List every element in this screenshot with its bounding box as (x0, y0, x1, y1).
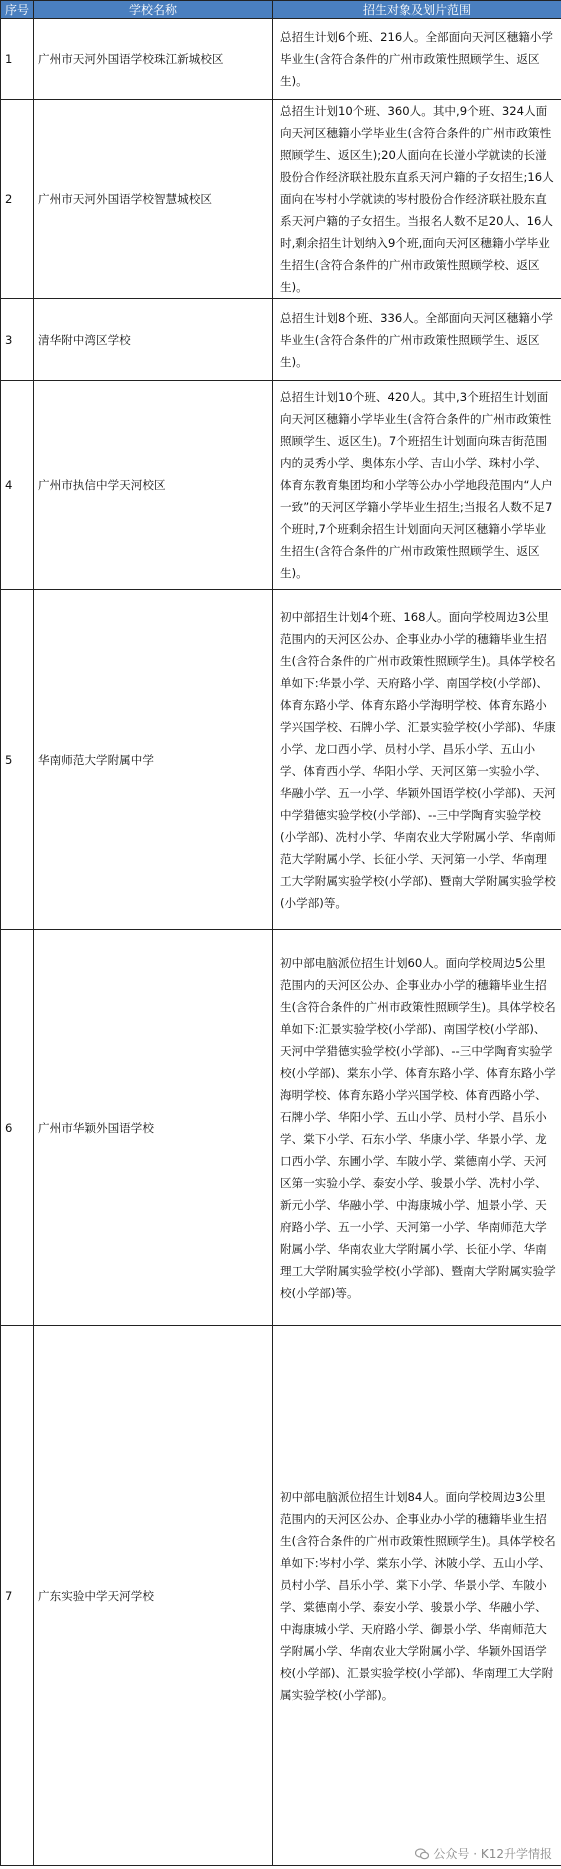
school-name: 广州市天河外国语学校智慧城校区 (34, 100, 273, 299)
wechat-icon (415, 1848, 429, 1860)
watermark-text: 公众号 · K12升学情报 (433, 1847, 552, 1861)
header-school: 学校名称 (34, 1, 273, 19)
table-row (1, 19, 561, 100)
table-row (1, 930, 561, 1326)
enrollment-scope: 总招生计划6个班、216人。全部面向天河区穗籍小学毕业生(含符合条件的广州市政策性照顾学生、返区生)。 (273, 19, 561, 100)
school-name: 广州市天河外国语学校珠江新城校区 (34, 19, 273, 100)
school-name: 广州市华颖外国语学校 (34, 930, 273, 1326)
row-index: 3 (1, 299, 34, 381)
table-row (1, 299, 561, 381)
enrollment-scope: 总招生计划10个班、360人。其中,9个班、324人面向天河区穗籍小学毕业生(含符合条件的广州市政策性照顾学生、返区生);20人面向在长湴小学就读的长湴股份合作经济联社股东直系天河户籍的子女招生;16人面向在岑村小学就读的岑村股份合作经济联社股东直系天河户籍的子女招生。当报名人数不足20人、16人时,剩余招生计划纳入9个班,面向天河区穗籍小学毕业生招生(含符合条件的广州市政策性照顾学校、返区生)。 (273, 100, 561, 299)
row-index: 7 (1, 1326, 34, 1866)
table-row (1, 381, 561, 590)
school-name: 华南师范大学附属中学 (34, 590, 273, 930)
enrollment-scope: 总招生计划10个班、420人。其中,3个班招生计划面向天河区穗籍小学毕业生(含符合条件的广州市政策性照顾学生、返区生)。7个班招生计划面向珠吉街范围内的灵秀小学、奥体东小学、吉山小学、珠村小学、体育东教育集团均和小学等公办小学地段范围内“人户一致”的天河区学籍小学毕业生招生;当报名人数不足7个班时,7个班剩余招生计划面向天河区穗籍小学毕业生招生(含符合条件的广州市政策性照顾学生、返区生)。 (273, 381, 561, 590)
header-index: 序号 (1, 1, 34, 19)
row-index: 6 (1, 930, 34, 1326)
school-name: 广东实验中学天河学校 (34, 1326, 273, 1866)
row-index: 5 (1, 590, 34, 930)
enrollment-scope: 初中部电脑派位招生计划60人。面向学校周边5公里范围内的天河区公办、企事业办小学的穗籍毕业生招生(含符合条件的广州市政策性照顾学生)。具体学校名单如下:汇景实验学校(小学部)、南国学校(小学部)、天河中学猎德实验学校(小学部)、--三中学陶育实验学校(小学部)、棠东小学、体育东路小学、体育东路小学海明学校、体育东路小学兴国学校、体育西路小学、石牌小学、华阳小学、五山小学、员村小学、昌乐小学、棠下小学、石东小学、华康小学、华景小学、龙口西小学、东圃小学、车陂小学、棠德南小学、天河区第一实验小学、泰安小学、骏景小学、冼村小学、新元小学、华融小学、中海康城小学、旭景小学、天府路小学、五一小学、天河第一小学、华南师范大学附属小学、华南农业大学附属小学、长征小学、华南理工大学附属实验学校(小学部)、暨南大学附属实验学校(小学部)等。 (273, 930, 561, 1326)
table-row (1, 590, 561, 930)
row-index: 4 (1, 381, 34, 590)
table-row (1, 100, 561, 299)
school-name: 广州市执信中学天河校区 (34, 381, 273, 590)
row-index: 1 (1, 19, 34, 100)
enrollment-scope: 初中部招生计划4个班、168人。面向学校周边3公里范围内的天河区公办、企事业办小学的穗籍毕业生招生(含符合条件的广州市政策性照顾学生)。具体学校名单如下:华景小学、天府路小学、南国学校(小学部)、体育东路小学、体育东路小学海明学校、体育东路小学兴国学校、石牌小学、汇景实验学校(小学部)、华康小学、龙口西小学、员村小学、昌乐小学、五山小学、体育西小学、华阳小学、天河区第一实验小学、华融小学、五一小学、华颖外国语学校(小学部)、天河中学猎德实验学校(小学部)、--三中学陶育实验学校(小学部)、冼村小学、华南农业大学附属小学、华南师范大学附属小学、长征小学、天河第一小学、华南理工大学附属实验学校(小学部)、暨南大学附属实验学校(小学部)等。 (273, 590, 561, 930)
table-header-row (1, 1, 561, 19)
enrollment-scope: 总招生计划8个班、336人。全部面向天河区穗籍小学毕业生(含符合条件的广州市政策性照顾学生、返区生)。 (273, 299, 561, 381)
table-row (1, 1326, 561, 1866)
header-scope: 招生对象及划片范围 (273, 1, 561, 19)
watermark (415, 1845, 552, 1862)
row-index: 2 (1, 100, 34, 299)
enrollment-scope: 初中部电脑派位招生计划84人。面向学校周边3公里范围内的天河区公办、企事业办小学的穗籍毕业生招生(含符合条件的广州市政策性照顾学生)。具体学校名单如下:岑村小学、棠东小学、沐陂小学、五山小学、员村小学、昌乐小学、棠下小学、华景小学、车陂小学、棠德南小学、泰安小学、骏景小学、华融小学、中海康城小学、天府路小学、御景小学、华南师范大学附属小学、华南农业大学附属小学、华颖外国语学校(小学部)、汇景实验学校(小学部)、华南理工大学附属实验学校(小学部)。 (273, 1326, 561, 1866)
school-name: 清华附中湾区学校 (34, 299, 273, 381)
